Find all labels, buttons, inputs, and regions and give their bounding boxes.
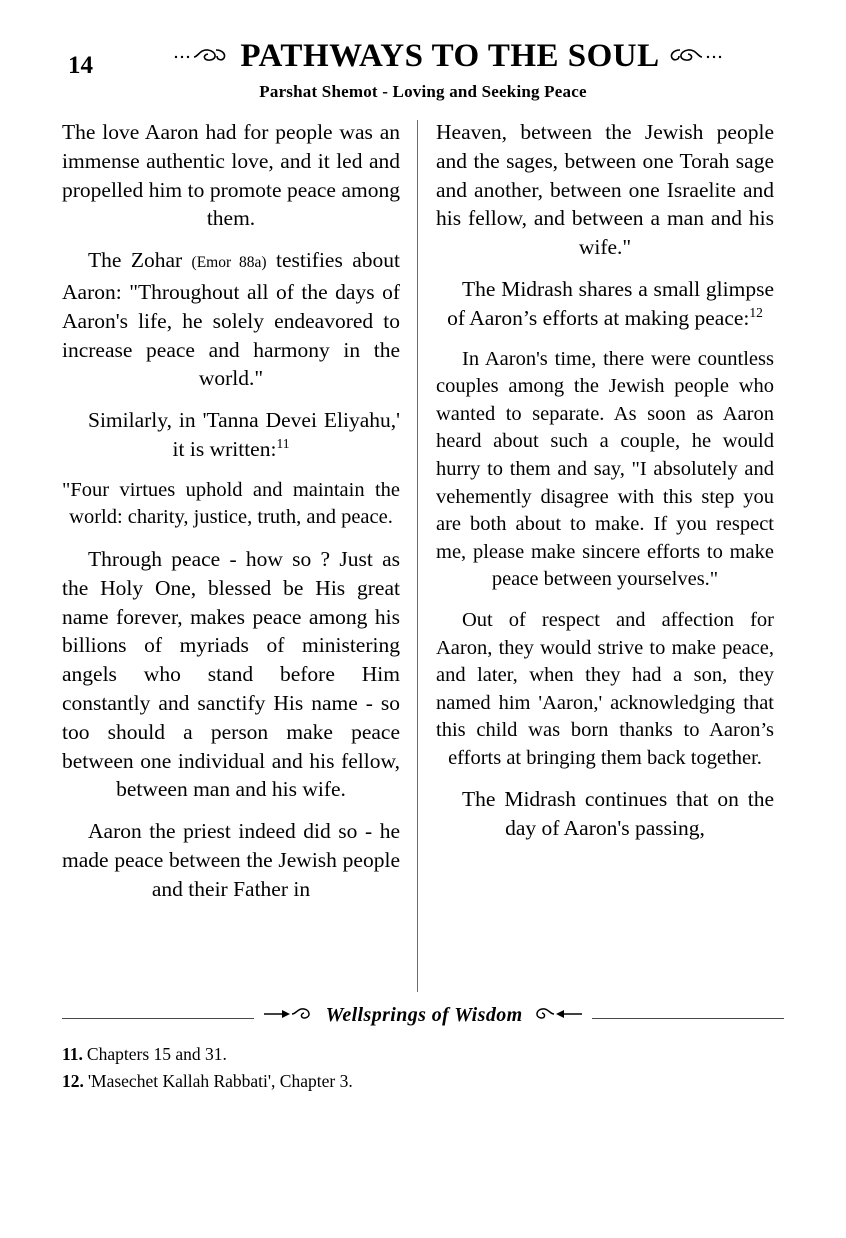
- flourish-right-icon: [664, 46, 724, 71]
- footnote-separator: [62, 1004, 784, 1034]
- paragraph: [436, 275, 774, 333]
- footnotes-list: [62, 1042, 784, 1094]
- footnote-number: 12.: [62, 1071, 84, 1091]
- flourish-left-small-icon: [264, 1006, 326, 1028]
- book-title: PATHWAYS TO THE SOUL: [240, 38, 660, 74]
- paragraph: Aaron the priest indeed did so - he made peace between the Jewish people and their Father in: [62, 819, 400, 901]
- book-title-line: [112, 38, 784, 75]
- right-column: [436, 118, 774, 998]
- footnote-number: 11.: [62, 1044, 83, 1064]
- flourish-left-icon: [172, 46, 240, 71]
- body-columns: [62, 118, 784, 998]
- paragraph: The Midrash continues that on the day of Aaron's passing,: [462, 787, 774, 841]
- section-mark: [254, 1004, 592, 1028]
- left-column: [62, 118, 400, 998]
- footnote-item: [62, 1069, 784, 1094]
- paragraph-text: testifies about Aaron: "Throughout all of the days of Aaron's life, he solely endeavored to increase peace and harmony in the world.": [62, 248, 400, 391]
- footnote-text: 'Masechet Kallah Rabbati', Chapter 3.: [87, 1071, 353, 1091]
- flourish-right-small-icon: [528, 1006, 582, 1028]
- parsha-subtitle: Parshat Shemot - Loving and Seeking Peace: [259, 82, 587, 101]
- source-reference: (Emor 88a): [191, 254, 267, 272]
- page-header: [62, 38, 784, 100]
- paragraph: "Four virtues uphold and maintain the world: charity, justice, truth, and peace.: [62, 478, 400, 529]
- paragraph: In Aaron's time, there were countless couples among the Jewish people who wanted to separate. As soon as Aaron heard about such a couple, he would hurry to them and say, "I absolutely and vehemently disagree with this step you are both about to make. If you respect me, please make sincere efforts to make peace between yourselves.": [436, 347, 774, 591]
- paragraph: Through peace - how so ? Just as the Holy One, blessed be His great name forever, makes peace among his billions of myriads of ministering angels who stand before Him constantly and sanctify His name - so too should a person make peace between one individual and his fellow, between man and his wife.: [62, 546, 400, 802]
- paragraph: Out of respect and affection for Aaron, they would strive to make peace, and later, when they had a son, they named him 'Aaron,' acknowledging that this child was born thanks to Aaron’s efforts at bringing them back together.: [436, 608, 774, 769]
- column-divider: [417, 120, 418, 992]
- footnote-marker-11[interactable]: 11: [276, 435, 290, 451]
- paragraph: The love Aaron had for people was an immense authentic love, and it led and propelled him to promote peace among them.: [62, 120, 400, 231]
- paragraph: [62, 406, 400, 464]
- paragraph-text: The Zohar: [88, 248, 192, 273]
- section-mark-label: Wellsprings of Wisdom: [325, 1004, 523, 1026]
- paragraph: Heaven, between the Jewish people and the sages, between one Torah sage and another, between one Israelite and his fellow, and between a man and his wife.": [436, 120, 774, 260]
- paragraph-text: Similarly, in 'Tanna Devei Eliyahu,' it is written:: [88, 408, 400, 461]
- footnote-item: [62, 1042, 784, 1067]
- footnote-marker-12[interactable]: 12: [749, 304, 763, 320]
- paragraph-text: The Midrash shares a small glimpse of Aaron’s efforts at making peace:: [447, 276, 774, 330]
- document-page: [0, 38, 846, 1238]
- page-number: 14: [68, 52, 93, 79]
- footnote-text: Chapters 15 and 31.: [86, 1044, 227, 1064]
- paragraph: [62, 246, 400, 393]
